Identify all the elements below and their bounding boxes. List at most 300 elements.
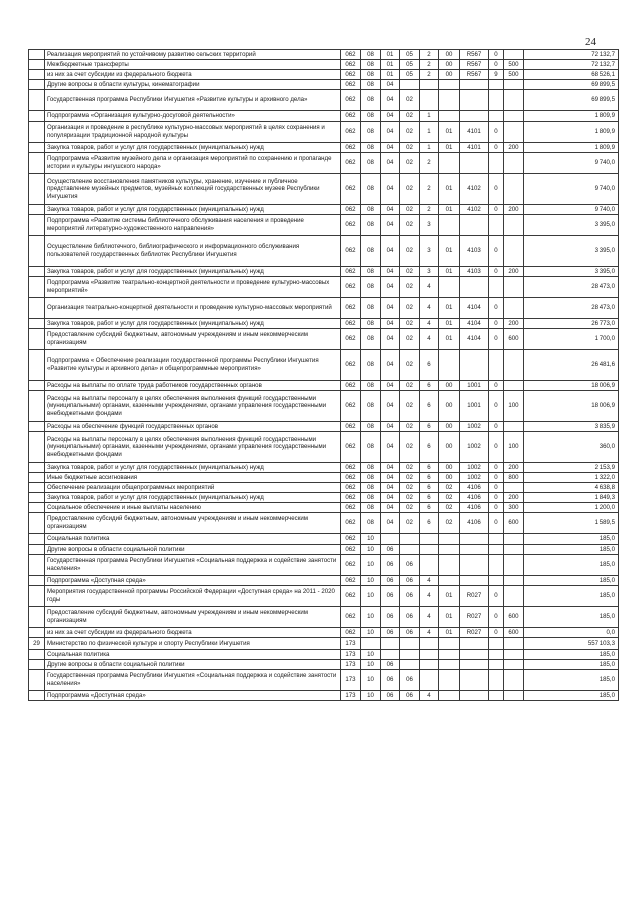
section-code: 08 [361, 463, 381, 473]
table-row [29, 70, 619, 80]
subprogram-code: 4 [420, 691, 439, 701]
program-code: 02 [400, 111, 420, 122]
section-code: 08 [361, 473, 381, 483]
activity-code: 01 [439, 174, 460, 205]
table-row [29, 463, 619, 473]
program-code: 02 [400, 319, 420, 329]
section-code [361, 638, 381, 650]
expense-type-code: 200 [504, 463, 524, 473]
subsection-code: 04 [381, 473, 400, 483]
direction-code: 4104 [460, 298, 489, 319]
program-code: 02 [400, 174, 420, 205]
amount: 185,0 [524, 534, 619, 545]
table-row [29, 432, 619, 463]
program-code: 06 [400, 576, 420, 586]
activity-code: 01 [439, 236, 460, 267]
subsidy-code: 0 [489, 319, 504, 329]
subprogram-code [420, 534, 439, 545]
amount: 69 899,5 [524, 90, 619, 111]
activity-code [439, 90, 460, 111]
expense-type-code [504, 638, 524, 650]
subprogram-code: 6 [420, 513, 439, 534]
direction-code [460, 555, 489, 576]
table-row [29, 236, 619, 267]
amount: 26 773,0 [524, 319, 619, 329]
section-code: 08 [361, 381, 381, 391]
expense-type-code: 200 [504, 493, 524, 503]
subsidy-code [489, 691, 504, 701]
row-number [29, 422, 45, 432]
subprogram-code: 6 [420, 473, 439, 483]
row-name: Социальная политика [45, 534, 341, 545]
activity-code: 00 [439, 473, 460, 483]
program-code: 05 [400, 60, 420, 70]
program-code: 02 [400, 143, 420, 153]
admin-code: 062 [341, 586, 361, 607]
table-row [29, 350, 619, 381]
admin-code: 062 [341, 122, 361, 143]
subprogram-code [420, 638, 439, 650]
activity-code: 01 [439, 205, 460, 215]
row-name: Расходы на выплаты по оплате труда работников государственных органов [45, 381, 341, 391]
admin-code: 062 [341, 473, 361, 483]
row-name: Реализация мероприятий по устойчивому развитию сельских территорий [45, 50, 341, 60]
table-row [29, 174, 619, 205]
row-number: 29 [29, 638, 45, 650]
table-row [29, 493, 619, 503]
section-code: 10 [361, 586, 381, 607]
subsidy-code: 0 [489, 381, 504, 391]
amount: 1 322,0 [524, 473, 619, 483]
table-row [29, 267, 619, 277]
row-name: Другие вопросы в области культуры, кинематографии [45, 80, 341, 90]
expense-type-code: 800 [504, 473, 524, 483]
row-number [29, 329, 45, 350]
table-row [29, 391, 619, 422]
row-number [29, 298, 45, 319]
subsection-code: 04 [381, 503, 400, 513]
direction-code: R027 [460, 607, 489, 628]
admin-code: 062 [341, 319, 361, 329]
expense-type-code [504, 534, 524, 545]
admin-code: 062 [341, 90, 361, 111]
direction-code [460, 215, 489, 236]
expense-type-code: 600 [504, 607, 524, 628]
subsidy-code [489, 90, 504, 111]
program-code [400, 534, 420, 545]
row-number [29, 215, 45, 236]
subsidy-code: 0 [489, 205, 504, 215]
row-number [29, 483, 45, 493]
direction-code: 4103 [460, 236, 489, 267]
activity-code: 01 [439, 607, 460, 628]
activity-code: 02 [439, 503, 460, 513]
subsidy-code [489, 638, 504, 650]
section-code: 10 [361, 534, 381, 545]
subprogram-code [420, 545, 439, 555]
admin-code: 062 [341, 143, 361, 153]
section-code: 08 [361, 329, 381, 350]
expense-type-code [504, 298, 524, 319]
subsidy-code: 0 [489, 493, 504, 503]
amount: 28 473,0 [524, 277, 619, 298]
activity-code [439, 215, 460, 236]
table-row [29, 607, 619, 628]
expense-type-code [504, 545, 524, 555]
subsection-code: 04 [381, 205, 400, 215]
direction-code: 4103 [460, 267, 489, 277]
subsection-code: 04 [381, 513, 400, 534]
section-code: 10 [361, 555, 381, 576]
page-number: 24 [585, 36, 596, 48]
subprogram-code: 6 [420, 483, 439, 493]
amount: 185,0 [524, 576, 619, 586]
program-code: 02 [400, 391, 420, 422]
subsidy-code: 0 [489, 391, 504, 422]
direction-code: 1002 [460, 463, 489, 473]
admin-code: 062 [341, 153, 361, 174]
table-row [29, 483, 619, 493]
section-code: 10 [361, 691, 381, 701]
activity-code: 02 [439, 483, 460, 493]
table-row [29, 60, 619, 70]
subsidy-code [489, 215, 504, 236]
admin-code: 062 [341, 60, 361, 70]
subsection-code: 04 [381, 215, 400, 236]
amount: 9 740,0 [524, 153, 619, 174]
admin-code: 062 [341, 628, 361, 638]
subsidy-code: 0 [489, 422, 504, 432]
direction-code: R567 [460, 70, 489, 80]
section-code: 08 [361, 298, 381, 319]
row-name: Закупка товаров, работ и услуг для государственных (муниципальных) нужд [45, 205, 341, 215]
row-number [29, 143, 45, 153]
subsidy-code: 0 [489, 298, 504, 319]
subsection-code: 04 [381, 298, 400, 319]
amount: 68 526,1 [524, 70, 619, 80]
expense-type-code [504, 215, 524, 236]
activity-code [439, 80, 460, 90]
table-row [29, 381, 619, 391]
row-name: Мероприятия государственной программы Российской Федерации «Доступная среда» на 2011 - 2020 годы [45, 586, 341, 607]
section-code: 08 [361, 153, 381, 174]
amount: 1 200,0 [524, 503, 619, 513]
admin-code: 062 [341, 555, 361, 576]
subsection-code: 04 [381, 267, 400, 277]
program-code: 02 [400, 483, 420, 493]
admin-code: 062 [341, 70, 361, 80]
row-name: Государственная программа Республики Ингушетия «Социальная поддержка и содействие занятости населения» [45, 670, 341, 691]
subsidy-code [489, 555, 504, 576]
subsection-code: 06 [381, 555, 400, 576]
subsidy-code: 0 [489, 483, 504, 493]
amount: 9 740,0 [524, 205, 619, 215]
section-code: 08 [361, 90, 381, 111]
direction-code: 1002 [460, 473, 489, 483]
subprogram-code [420, 555, 439, 576]
row-number [29, 391, 45, 422]
expense-type-code: 600 [504, 513, 524, 534]
subprogram-code: 2 [420, 153, 439, 174]
amount: 185,0 [524, 660, 619, 670]
row-name: Предоставление субсидий бюджетным, автономным учреждениям и иным некоммерческим организациям [45, 329, 341, 350]
table-row [29, 670, 619, 691]
amount: 185,0 [524, 586, 619, 607]
row-name: Обеспечение реализации общепрограммных мероприятий [45, 483, 341, 493]
activity-code: 01 [439, 319, 460, 329]
expense-type-code: 500 [504, 60, 524, 70]
expense-type-code: 600 [504, 628, 524, 638]
expense-type-code [504, 660, 524, 670]
admin-code: 062 [341, 50, 361, 60]
subprogram-code: 6 [420, 391, 439, 422]
row-name: Закупка товаров, работ и услуг для государственных (муниципальных) нужд [45, 463, 341, 473]
row-name: Подпрограмма « Обеспечение реализации государственной программы Республики Ингушетия «Развитие культуры и архивного дела» и общепрограммные мероприятия» [45, 350, 341, 381]
admin-code: 173 [341, 670, 361, 691]
subprogram-code: 4 [420, 586, 439, 607]
row-number [29, 153, 45, 174]
activity-code [439, 670, 460, 691]
table-row [29, 422, 619, 432]
subsection-code: 04 [381, 174, 400, 205]
subsection-code: 04 [381, 122, 400, 143]
subsidy-code: 0 [489, 122, 504, 143]
row-number [29, 628, 45, 638]
amount: 3 395,0 [524, 215, 619, 236]
direction-code [460, 576, 489, 586]
activity-code [439, 650, 460, 660]
direction-code: R567 [460, 50, 489, 60]
row-name: Организация и проведение в республике культурно-массовых мероприятий в целях сохранения и популяризации традиционной народной культуры [45, 122, 341, 143]
admin-code: 062 [341, 432, 361, 463]
subsidy-code [489, 80, 504, 90]
section-code: 08 [361, 422, 381, 432]
row-number [29, 50, 45, 60]
subsection-code: 01 [381, 50, 400, 60]
activity-code [439, 111, 460, 122]
row-number [29, 111, 45, 122]
row-name: Подпрограмма «Организация культурно-досуговой деятельности» [45, 111, 341, 122]
subsection-code: 06 [381, 660, 400, 670]
row-number [29, 174, 45, 205]
subsection-code: 04 [381, 143, 400, 153]
activity-code: 00 [439, 432, 460, 463]
program-code: 02 [400, 122, 420, 143]
row-name: Осуществление восстановления памятников культуры, хранение, изучение и публичное представление музейных предметов, музейных коллекций государственных музеев Республики Ингушетия [45, 174, 341, 205]
admin-code: 062 [341, 174, 361, 205]
subsection-code: 04 [381, 329, 400, 350]
subprogram-code: 1 [420, 122, 439, 143]
subsidy-code: 0 [489, 50, 504, 60]
direction-code: R567 [460, 60, 489, 70]
direction-code [460, 277, 489, 298]
activity-code: 00 [439, 463, 460, 473]
direction-code [460, 650, 489, 660]
table-row [29, 534, 619, 545]
activity-code [439, 638, 460, 650]
subsidy-code: 0 [489, 503, 504, 513]
table-row [29, 319, 619, 329]
program-code: 06 [400, 586, 420, 607]
expense-type-code [504, 422, 524, 432]
subsection-code: 01 [381, 70, 400, 80]
admin-code: 062 [341, 576, 361, 586]
row-number [29, 432, 45, 463]
subsection-code: 04 [381, 493, 400, 503]
subsidy-code: 9 [489, 70, 504, 80]
direction-code: 1001 [460, 391, 489, 422]
subprogram-code: 2 [420, 174, 439, 205]
expense-type-code [504, 650, 524, 660]
direction-code [460, 534, 489, 545]
admin-code: 062 [341, 534, 361, 545]
row-name: Другие вопросы в области социальной политики [45, 545, 341, 555]
subsidy-code: 0 [489, 432, 504, 463]
admin-code: 173 [341, 650, 361, 660]
expense-type-code [504, 670, 524, 691]
activity-code: 00 [439, 391, 460, 422]
table-row [29, 586, 619, 607]
table-row [29, 205, 619, 215]
amount: 0,0 [524, 628, 619, 638]
subsidy-code: 0 [489, 463, 504, 473]
program-code: 06 [400, 670, 420, 691]
subsidy-code [489, 670, 504, 691]
section-code: 08 [361, 236, 381, 267]
table-row [29, 153, 619, 174]
admin-code: 062 [341, 483, 361, 493]
subsection-code: 04 [381, 391, 400, 422]
program-code: 02 [400, 205, 420, 215]
expense-type-code: 200 [504, 205, 524, 215]
row-number [29, 236, 45, 267]
table-row [29, 503, 619, 513]
direction-code: 1002 [460, 422, 489, 432]
activity-code [439, 350, 460, 381]
section-code: 08 [361, 350, 381, 381]
row-name: из них за счет субсидии из федерального бюджета [45, 70, 341, 80]
row-number [29, 122, 45, 143]
row-number [29, 660, 45, 670]
row-name: Закупка товаров, работ и услуг для государственных (муниципальных) нужд [45, 493, 341, 503]
row-name: Расходы на выплаты персоналу в целях обеспечения выполнения функций государственными (муниципальными) органами, казенными учреждениями, органами управления государственными внебюджетными фондами [45, 391, 341, 422]
admin-code: 062 [341, 80, 361, 90]
amount: 28 473,0 [524, 298, 619, 319]
row-number [29, 670, 45, 691]
subprogram-code: 4 [420, 329, 439, 350]
subsidy-code [489, 650, 504, 660]
subprogram-code: 6 [420, 381, 439, 391]
expense-type-code [504, 122, 524, 143]
program-code: 06 [400, 555, 420, 576]
section-code: 08 [361, 215, 381, 236]
activity-code: 01 [439, 122, 460, 143]
subprogram-code: 6 [420, 350, 439, 381]
expense-type-code: 100 [504, 432, 524, 463]
expense-type-code [504, 80, 524, 90]
activity-code: 02 [439, 493, 460, 503]
amount: 72 132,7 [524, 50, 619, 60]
subsection-code: 06 [381, 607, 400, 628]
expense-type-code: 200 [504, 143, 524, 153]
table-row [29, 473, 619, 483]
subsection-code: 04 [381, 483, 400, 493]
amount: 4 638,8 [524, 483, 619, 493]
table-row [29, 215, 619, 236]
activity-code: 01 [439, 143, 460, 153]
section-code: 08 [361, 503, 381, 513]
admin-code: 062 [341, 493, 361, 503]
section-code: 10 [361, 628, 381, 638]
subsection-code: 04 [381, 422, 400, 432]
subsidy-code [489, 545, 504, 555]
subsidy-code: 0 [489, 607, 504, 628]
subsection-code: 06 [381, 628, 400, 638]
program-code: 02 [400, 381, 420, 391]
row-number [29, 70, 45, 80]
row-name: Расходы на выплаты персоналу в целях обеспечения выполнения функций государственными (муниципальными) органами, казенными учреждениями, органами управления государственными внебюджетными фондами [45, 432, 341, 463]
section-code: 08 [361, 205, 381, 215]
amount: 185,0 [524, 691, 619, 701]
row-name: Подпрограмма «Развитие системы библиотечного обслуживания населения и проведение мероприятий литературно-художественного направления» [45, 215, 341, 236]
admin-code: 062 [341, 329, 361, 350]
section-code: 08 [361, 60, 381, 70]
subsection-code: 06 [381, 670, 400, 691]
table-row [29, 143, 619, 153]
row-name: Межбюджетные трансферты [45, 60, 341, 70]
row-number [29, 205, 45, 215]
budget-table [28, 49, 619, 701]
table-row [29, 691, 619, 701]
direction-code [460, 691, 489, 701]
subprogram-code [420, 670, 439, 691]
subsidy-code [489, 111, 504, 122]
amount: 1 809,9 [524, 111, 619, 122]
amount: 557 103,3 [524, 638, 619, 650]
direction-code: 1002 [460, 432, 489, 463]
row-name: Социальная политика [45, 650, 341, 660]
direction-code: R027 [460, 628, 489, 638]
row-number [29, 90, 45, 111]
row-number [29, 463, 45, 473]
direction-code [460, 90, 489, 111]
section-code: 08 [361, 432, 381, 463]
row-number [29, 473, 45, 483]
program-code: 02 [400, 463, 420, 473]
admin-code: 062 [341, 111, 361, 122]
subsection-code: 04 [381, 350, 400, 381]
program-code: 02 [400, 236, 420, 267]
section-code: 10 [361, 576, 381, 586]
table-row [29, 555, 619, 576]
admin-code: 062 [341, 422, 361, 432]
direction-code: 4106 [460, 513, 489, 534]
amount: 1 700,0 [524, 329, 619, 350]
program-code [400, 638, 420, 650]
subprogram-code: 1 [420, 143, 439, 153]
section-code: 08 [361, 80, 381, 90]
amount: 185,0 [524, 650, 619, 660]
table-row [29, 298, 619, 319]
admin-code: 062 [341, 391, 361, 422]
expense-type-code [504, 381, 524, 391]
program-code: 02 [400, 277, 420, 298]
section-code: 08 [361, 483, 381, 493]
subsidy-code: 0 [489, 236, 504, 267]
program-code: 06 [400, 691, 420, 701]
activity-code: 00 [439, 70, 460, 80]
row-number [29, 381, 45, 391]
